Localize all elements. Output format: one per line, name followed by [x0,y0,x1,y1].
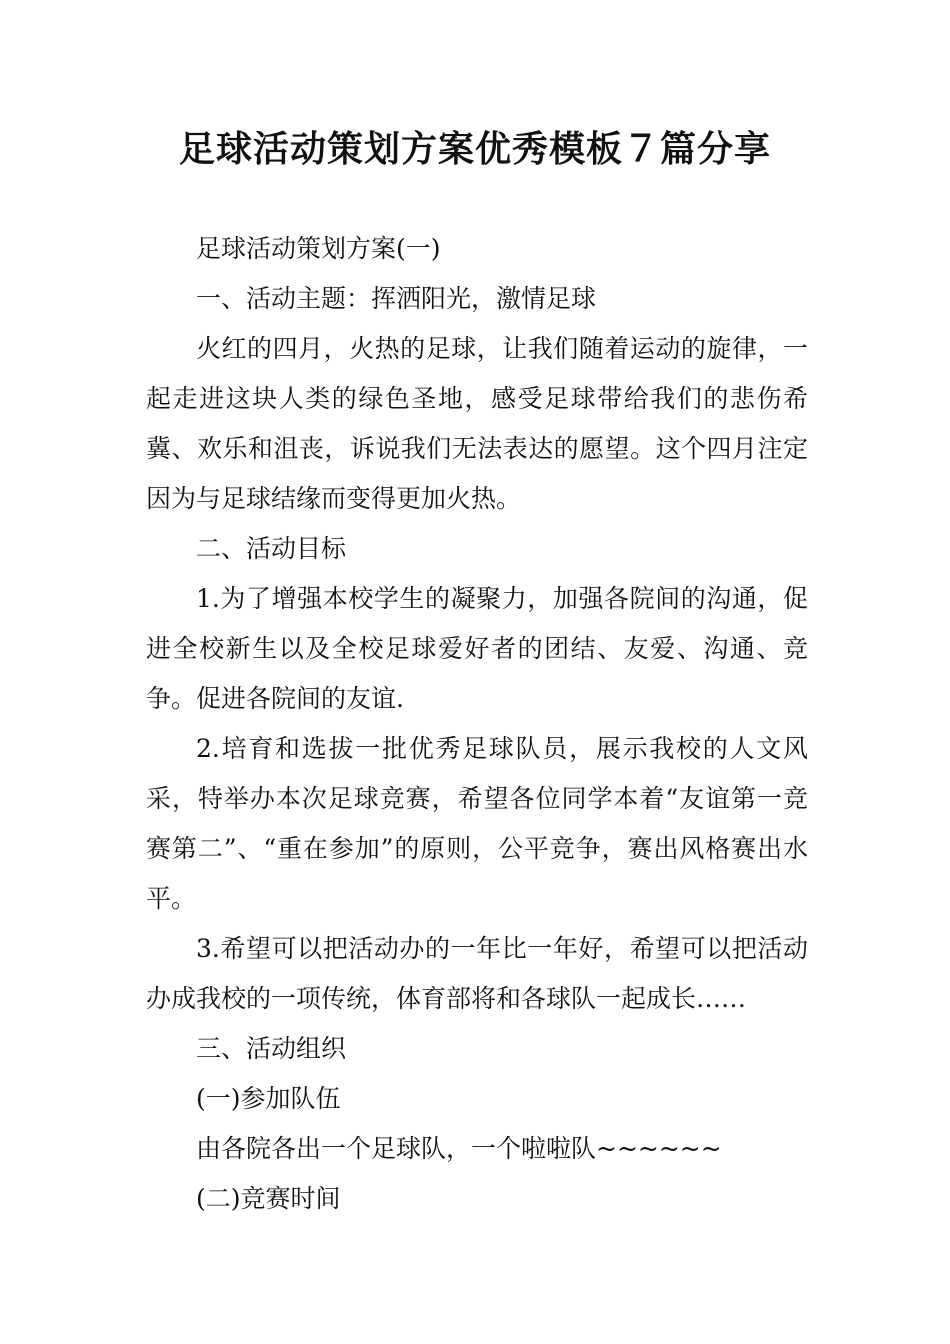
paragraph-intro: 火红的四月，火热的足球，让我们随着运动的旋律，一起走进这块人类的绿色圣地，感受足球带给我们的悲伤希冀、欢乐和沮丧，诉说我们无法表达的愿望。这个四月注定因为与足球结缘而变得更加火热。 [146,334,808,513]
paragraph-section-theme: 一、活动主题：挥洒阳光，激情足球 [196,284,597,313]
paragraph-goal-2: 2.培育和选拔一批优秀足球队员，展示我校的人文风采，特举办本次足球竞赛，希望各位同学本着“友谊第一竞赛第二”、“重在参加”的原则，公平竞争，赛出风格赛出水平。 [146,734,808,913]
paragraph-section-organization: 三、活动组织 [196,1034,347,1063]
paragraph-teams-detail: 由各院各出一个足球队，一个啦啦队~~~~~~ [196,1134,722,1163]
document-body [146,224,808,1224]
paragraph-plan-heading: 足球活动策划方案(一) [196,234,441,263]
paragraph-goal-1: 1.为了增强本校学生的凝聚力，加强各院间的沟通，促进全校新生以及全校足球爱好者的团结、友爱、沟通、竞争。促进各院间的友谊. [146,584,808,713]
paragraph-subsection-time: (二)竞赛时间 [196,1184,341,1213]
paragraph-goal-3: 3.希望可以把活动办的一年比一年好，希望可以把活动办成我校的一项传统，体育部将和各球队一起成长…… [146,934,808,1013]
document-title: 足球活动策划方案优秀模板７篇分享 [178,129,771,170]
paragraph-subsection-teams: (一)参加队伍 [196,1084,341,1113]
paragraph-section-goals: 二、活动目标 [196,534,347,563]
